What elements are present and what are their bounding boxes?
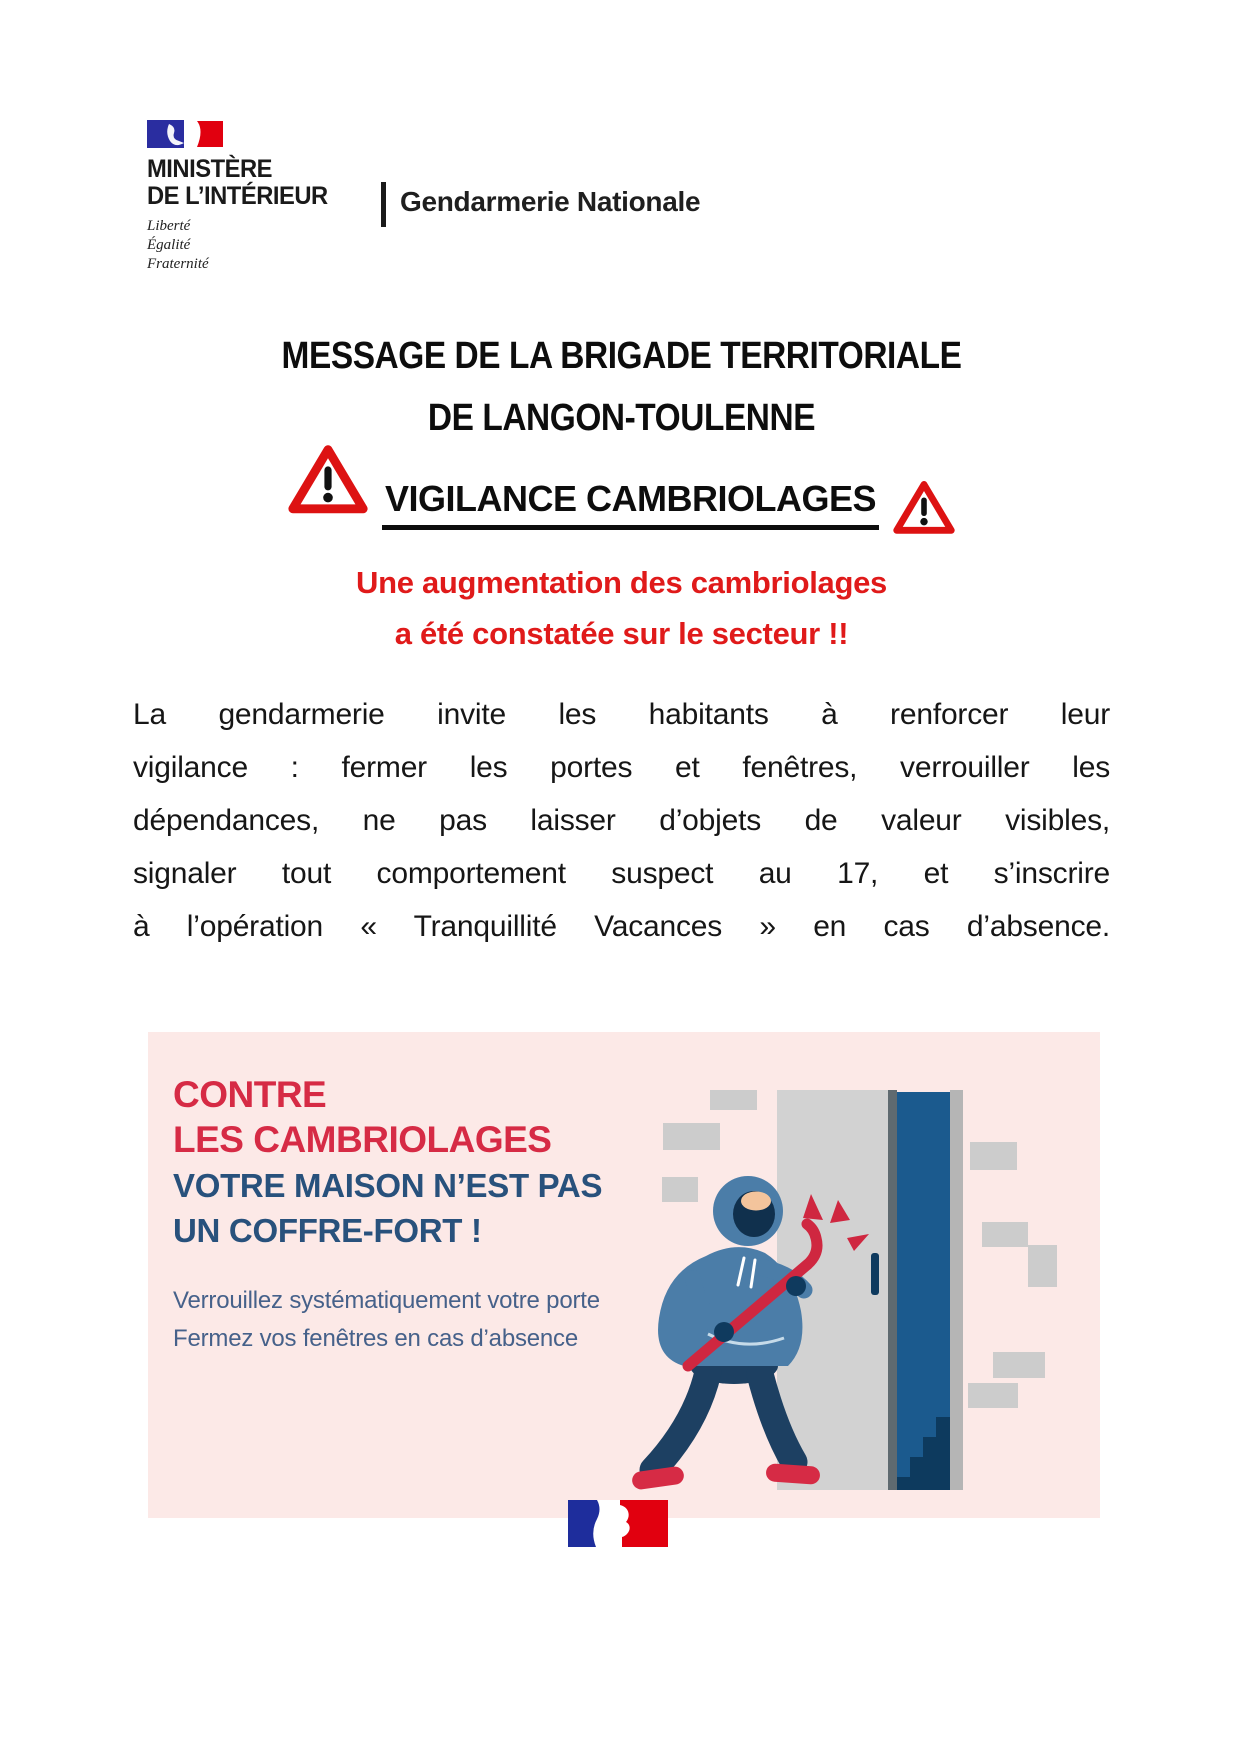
- warning-line1: Une augmentation des cambriolages: [355, 565, 887, 600]
- body-paragraph: [133, 688, 1110, 953]
- body-line: dépendances, ne pas laisser d’objets de valeur visibles,: [133, 804, 1110, 837]
- ministry-logo-block: [147, 117, 337, 274]
- vigilance-heading-row: [133, 444, 1110, 530]
- vigilance-title: VIGILANCE CAMBRIOLAGES: [382, 478, 879, 530]
- body-line: signaler tout comportement suspect au 17, et s’inscrire: [133, 857, 1110, 890]
- shoe: [631, 1465, 685, 1490]
- message-title-line1: MESSAGE DE LA BRIGADE TERRITORIALE: [281, 335, 962, 377]
- message-title-line2: DE LANGON-TOULENNE: [427, 397, 816, 439]
- header-divider: [381, 182, 386, 227]
- ministry-name-line1: MINISTÈRE: [147, 155, 273, 183]
- face: [741, 1192, 771, 1211]
- warning-line2: a été constatée sur le secteur !!: [394, 616, 849, 651]
- french-flag-icon: [147, 117, 223, 151]
- french-government-flag-logo: [568, 1500, 668, 1547]
- shoe: [765, 1463, 820, 1485]
- body-line: La gendarmerie invite les habitants à renforcer leur: [133, 698, 1110, 731]
- poster-tip-line2: Fermez vos fenêtres en cas d’absence: [173, 1325, 579, 1352]
- ministry-name-line2: DE L’INTÉRIEUR: [147, 182, 328, 210]
- poster-title-red-line1: CONTRE: [173, 1074, 327, 1115]
- poster-title-red-line2: LES CAMBRIOLAGES: [173, 1119, 552, 1160]
- poster-title-blue-line1: VOTRE MAISON N’EST PAS: [173, 1167, 603, 1204]
- ministry-motto: [147, 217, 337, 274]
- door-handle: [871, 1253, 879, 1295]
- glove: [786, 1276, 806, 1296]
- warning-triangle-icon: [893, 480, 955, 536]
- org-label: Gendarmerie Nationale: [400, 186, 701, 217]
- body-line: vigilance : fermer les portes et fenêtres, verrouiller les: [133, 751, 1110, 784]
- anti-burglary-poster: [148, 1032, 1100, 1518]
- motto-line: Liberté: [147, 218, 191, 234]
- motto-line: Fraternité: [147, 256, 209, 272]
- warning-triangle-icon: [288, 444, 368, 516]
- glove: [714, 1322, 734, 1342]
- body-line: à l’opération « Tranquillité Vacances » en cas d’absence.: [133, 910, 1110, 943]
- poster-title-blue-line2: UN COFFRE-FORT !: [173, 1212, 482, 1249]
- motto-line: Égalité: [147, 237, 191, 253]
- poster-tip-line1: Verrouillez systématiquement votre porte: [173, 1287, 600, 1314]
